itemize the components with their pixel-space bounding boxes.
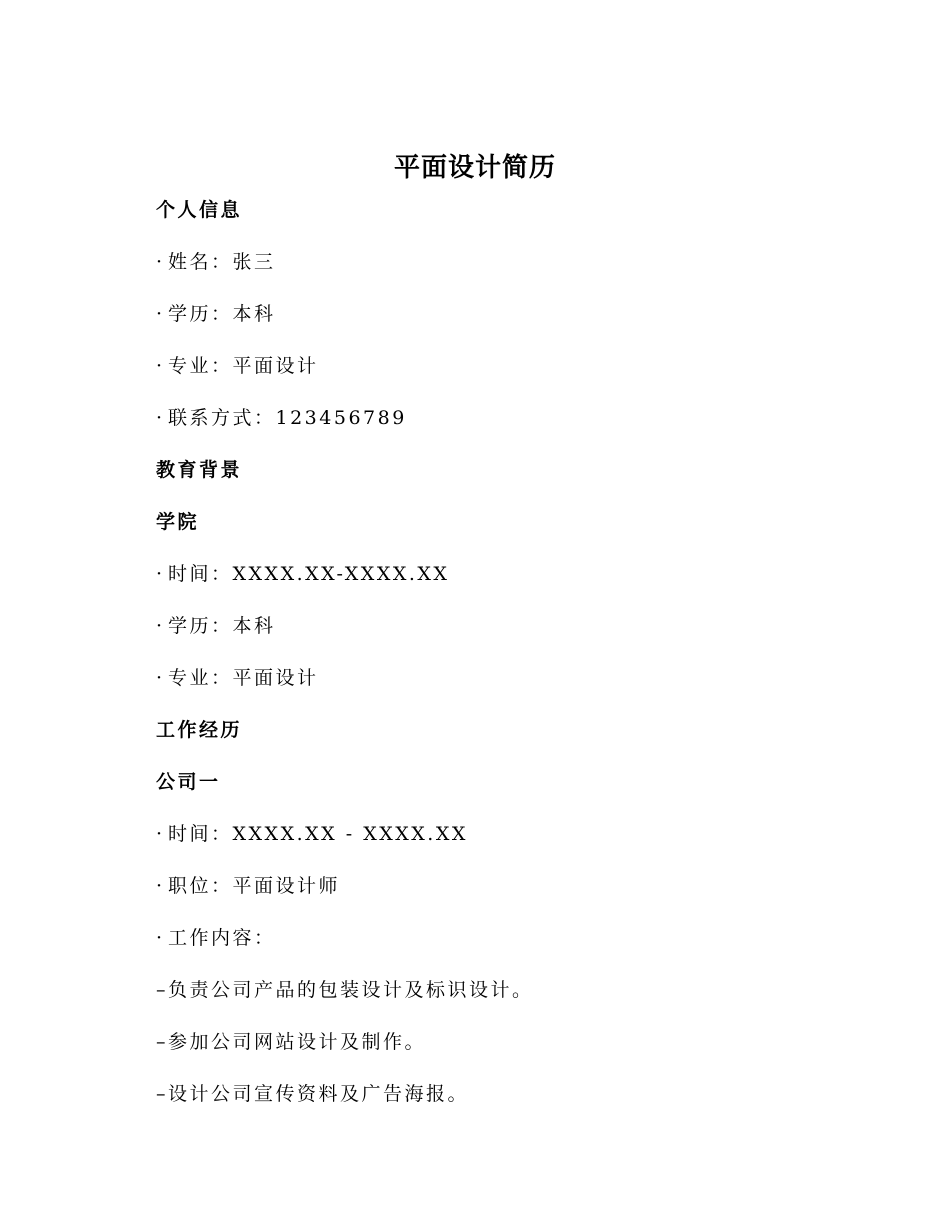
bullet-icon: · (156, 355, 163, 377)
list-item-text: 姓名：张三 (168, 251, 276, 273)
bullet-icon: · (156, 667, 163, 689)
duty-text: 设计公司宣传资料及广告海报。 (168, 1083, 470, 1105)
list-item-text: 工作内容： (168, 927, 276, 949)
list-item-major (156, 348, 796, 400)
dash-icon: – (156, 1083, 166, 1105)
list-item-contact (156, 400, 796, 452)
list-item-text: 时间：XXXX.XX - XXXX.XX (168, 823, 468, 845)
bullet-icon: · (156, 407, 163, 429)
list-item-name (156, 244, 796, 296)
bullet-icon: · (156, 563, 163, 585)
list-item-text: 专业：平面设计 (168, 667, 319, 689)
list-item-education-degree (156, 608, 796, 660)
list-item-text: 联系方式：123456789 (168, 407, 407, 429)
duty-text: 参加公司网站设计及制作。 (168, 1031, 427, 1053)
document-title: 平面设计简历 (393, 153, 556, 183)
bullet-icon: · (156, 303, 163, 325)
bullet-icon: · (156, 615, 163, 637)
section-heading-education: 教育背景 (156, 459, 243, 481)
bullet-icon: · (156, 823, 163, 845)
company-name: 公司一 (156, 771, 221, 793)
list-item-text: 专业：平面设计 (168, 355, 319, 377)
list-item-education-time (156, 556, 796, 608)
duty-item (156, 972, 796, 1024)
list-item-text: 学历：本科 (168, 615, 276, 637)
bullet-icon: · (156, 927, 163, 949)
list-item-degree (156, 296, 796, 348)
list-item-work-content (156, 920, 796, 972)
section-heading-personal-info: 个人信息 (156, 199, 243, 221)
list-item-education-major (156, 660, 796, 712)
list-item-work-time (156, 816, 796, 868)
bullet-icon: · (156, 875, 163, 897)
list-item-text: 时间：XXXX.XX-XXXX.XX (168, 563, 450, 585)
list-item-text: 学历：本科 (168, 303, 276, 325)
document-body (156, 192, 796, 1128)
section-heading-work: 工作经历 (156, 719, 243, 741)
school-name: 学院 (156, 511, 200, 533)
duty-item (156, 1024, 796, 1076)
list-item-text: 职位：平面设计师 (168, 875, 341, 897)
duty-text: 负责公司产品的包装设计及标识设计。 (168, 979, 534, 1001)
dash-icon: – (156, 979, 166, 1001)
dash-icon: – (156, 1031, 166, 1053)
duty-item (156, 1076, 796, 1128)
list-item-work-position (156, 868, 796, 920)
bullet-icon: · (156, 251, 163, 273)
